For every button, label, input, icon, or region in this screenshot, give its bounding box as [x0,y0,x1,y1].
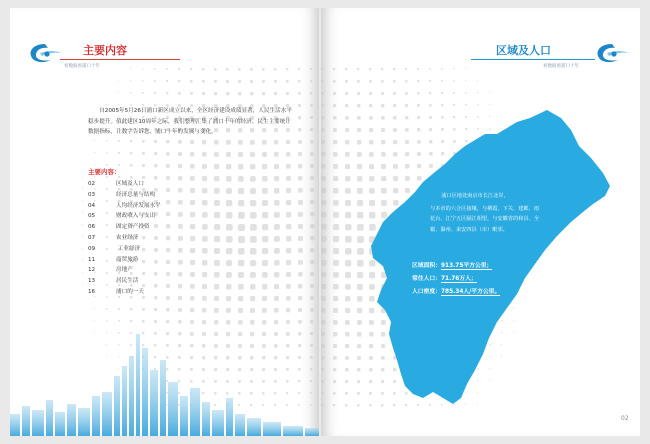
page-title: 主要内容 [83,44,127,57]
intro-paragraph: 自2005年5月26日浦口新区成立以来，全区经济建设成绩显著，人民生活水平稳步提升。值此建区10周年之际，我们整理汇集了浦口十年的经济、民生主要统计数据指标，让数字告诉您，浦口十年的发展与变化。 [88,108,292,136]
page-title: 区域及人口 [496,44,551,57]
toc-item[interactable]: 16 浦口的一天 [88,288,144,295]
toc-item[interactable]: 04 人均经济发展水平 [88,202,161,209]
toc-item[interactable]: 02 区域及人口 [88,181,144,187]
stat-area: 区域面积：913.75平方公里； [412,263,493,269]
page-number: 02 [621,415,629,422]
page-subtitle: 看数据看浦口十年 [64,64,100,69]
stat-population: 常住人口：71.76万人； [412,276,477,282]
district-description: 浦口区地处南京市长江北岸， [441,193,509,199]
right-page [321,8,640,436]
city-skyline-illustration [10,326,319,436]
toc-item[interactable]: 05 财政收入与支出 [88,213,156,220]
district-description: 与本市的六合区接壤，与栖霞、下关、建邺、雨花台、江宁五区隔江相望，与安徽省的和县、全椒、滁州、来安四县（市）毗邻。 [430,206,539,233]
toc-item[interactable]: 03 经济总量与结构 [88,191,156,198]
toc-heading: 主要内容： [88,168,121,176]
district-stats [412,260,500,299]
toc-item[interactable]: 12 房地产 [88,267,133,274]
toc-item[interactable]: 11 商贸旅游 [88,256,139,263]
left-page [10,8,319,436]
toc-item[interactable]: 09 工业经济 [88,245,141,252]
page-subtitle: 看数据看浦口十年 [543,64,579,69]
stat-density: 人口密度：785.34人/平方公里。 [412,289,501,295]
toc-list [88,179,161,298]
toc-item[interactable]: 13 居民生活 [88,278,139,285]
toc-item[interactable]: 07 农业经济 [88,234,139,241]
toc-item[interactable]: 06 固定资产投资 [88,224,150,231]
